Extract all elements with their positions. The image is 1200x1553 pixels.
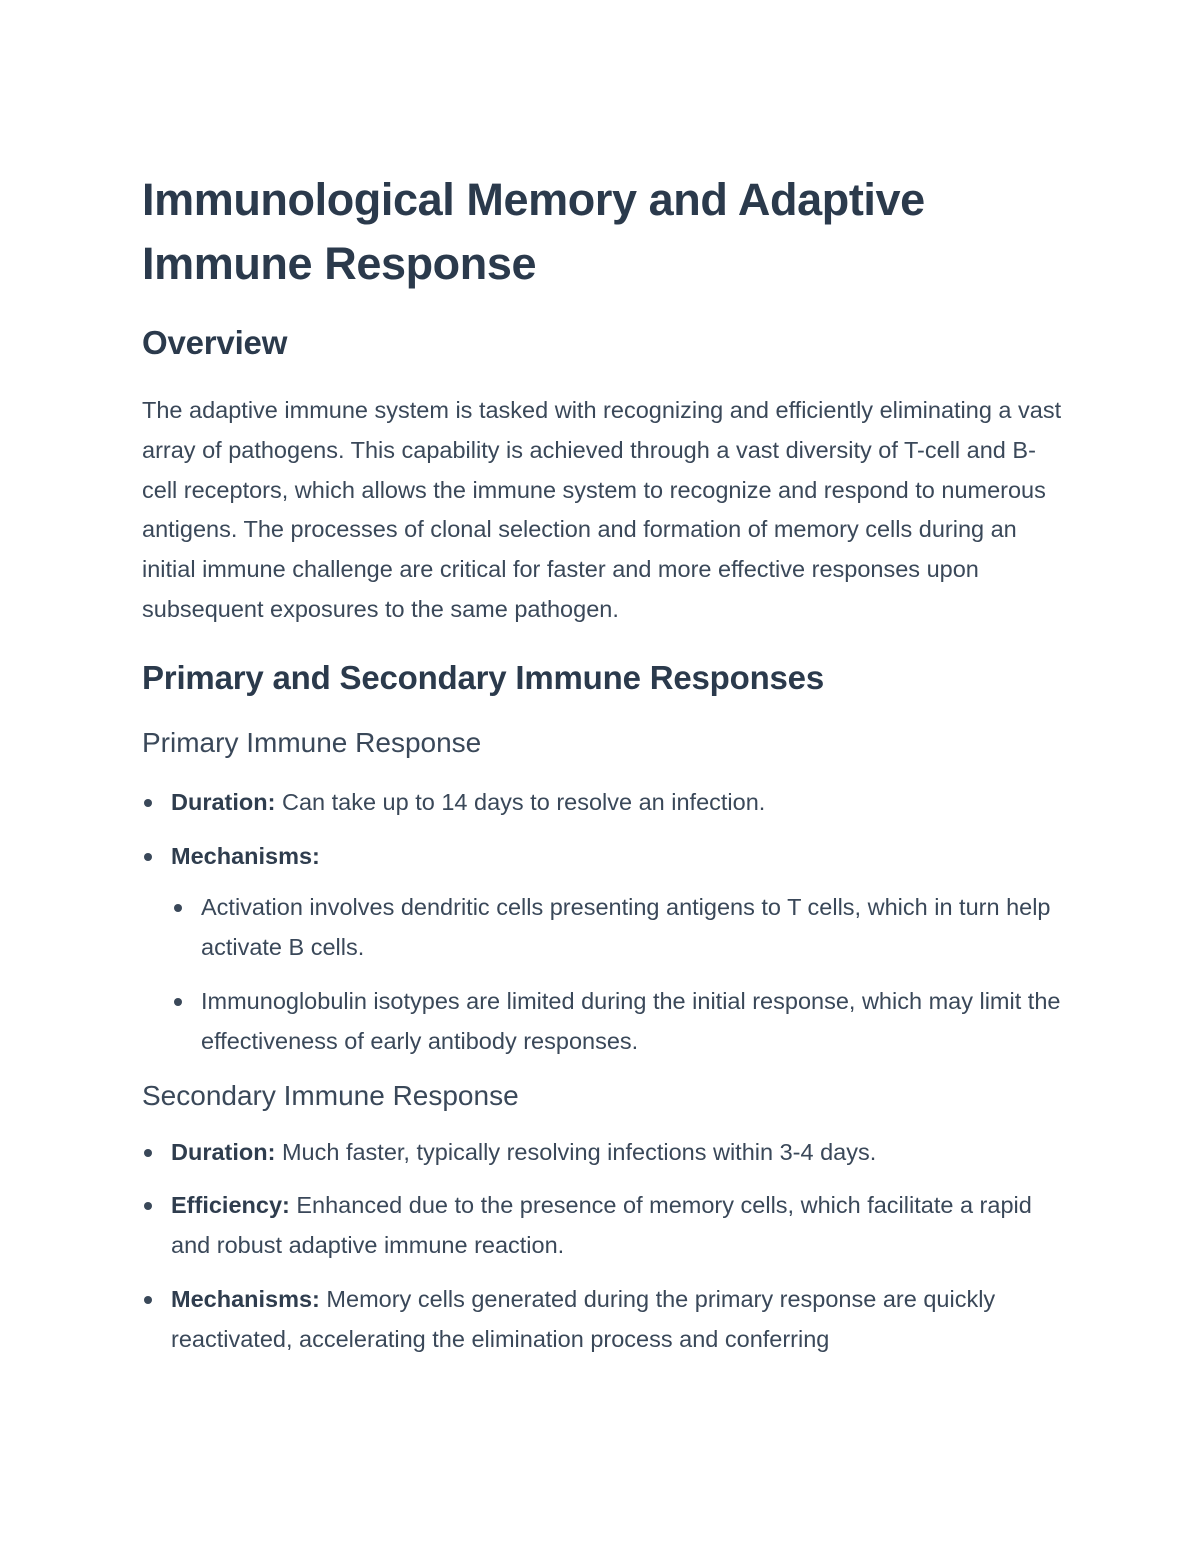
mechanisms-text: Memory cells generated during the primary response are quickly reactivated, accelerating the elimination process and conferring [171,1285,996,1352]
list-item-secondary-mechanisms [142,1280,1062,1360]
document-title [142,168,1062,296]
bullet-icon [144,1202,152,1210]
list-item-primary-sub-1 [142,888,1062,968]
list-item-secondary-efficiency [142,1186,1062,1266]
title-line-2: Immune Response [142,238,537,289]
bullet-icon [174,998,182,1006]
list-item-primary-sub-2 [142,982,1062,1062]
list-item-primary-mechanisms [142,837,1062,877]
mechanisms-label: Mechanisms: [171,842,320,869]
sub-item-text: Activation involves dendritic cells presenting antigens to T cells, which in turn help activate B cells. [201,894,1051,961]
bullet-icon [144,799,152,807]
bullet-icon [144,1149,152,1157]
secondary-response-list [142,1133,1062,1360]
overview-heading: Overview [142,324,288,361]
primary-response-list [142,783,1062,1062]
list-item-secondary-duration [142,1133,1062,1173]
duration-label: Duration: [171,788,276,815]
secondary-response-heading: Secondary Immune Response [142,1079,519,1111]
list-item-primary-duration [142,783,1062,823]
responses-heading: Primary and Secondary Immune Responses [142,658,824,696]
sub-item-text: Immunoglobulin isotypes are limited during the initial response, which may limit the effectiveness of early antibody responses. [201,987,1061,1054]
overview-paragraph: The adaptive immune system is tasked with recognizing and efficiently eliminating a vast array of pathogens. This capability is achieved through a vast diversity of T-cell and B-cell receptors, which allows the immune system to recognize and respond to numerous antigens. The processes of clonal selection and formation of memory cells during an initial immune challenge are critical for faster and more effective responses upon subsequent exposures to the same pathogen. [142,397,1062,622]
bullet-icon [144,853,152,861]
duration-text: Can take up to 14 days to resolve an infection. [275,788,766,815]
duration-text: Much faster, typically resolving infections within 3-4 days. [275,1138,877,1165]
mechanisms-label: Mechanisms: [171,1285,320,1312]
efficiency-label: Efficiency: [171,1192,290,1219]
document-page [142,168,1062,1360]
title-line-1: Immunological Memory and Adaptive [142,174,925,225]
duration-label: Duration: [171,1138,276,1165]
primary-response-heading: Primary Immune Response [142,726,482,758]
bullet-icon [174,904,182,912]
bullet-icon [144,1296,152,1304]
efficiency-text: Enhanced due to the presence of memory cells, which facilitate a rapid and robust adaptive immune reaction. [171,1192,1032,1259]
